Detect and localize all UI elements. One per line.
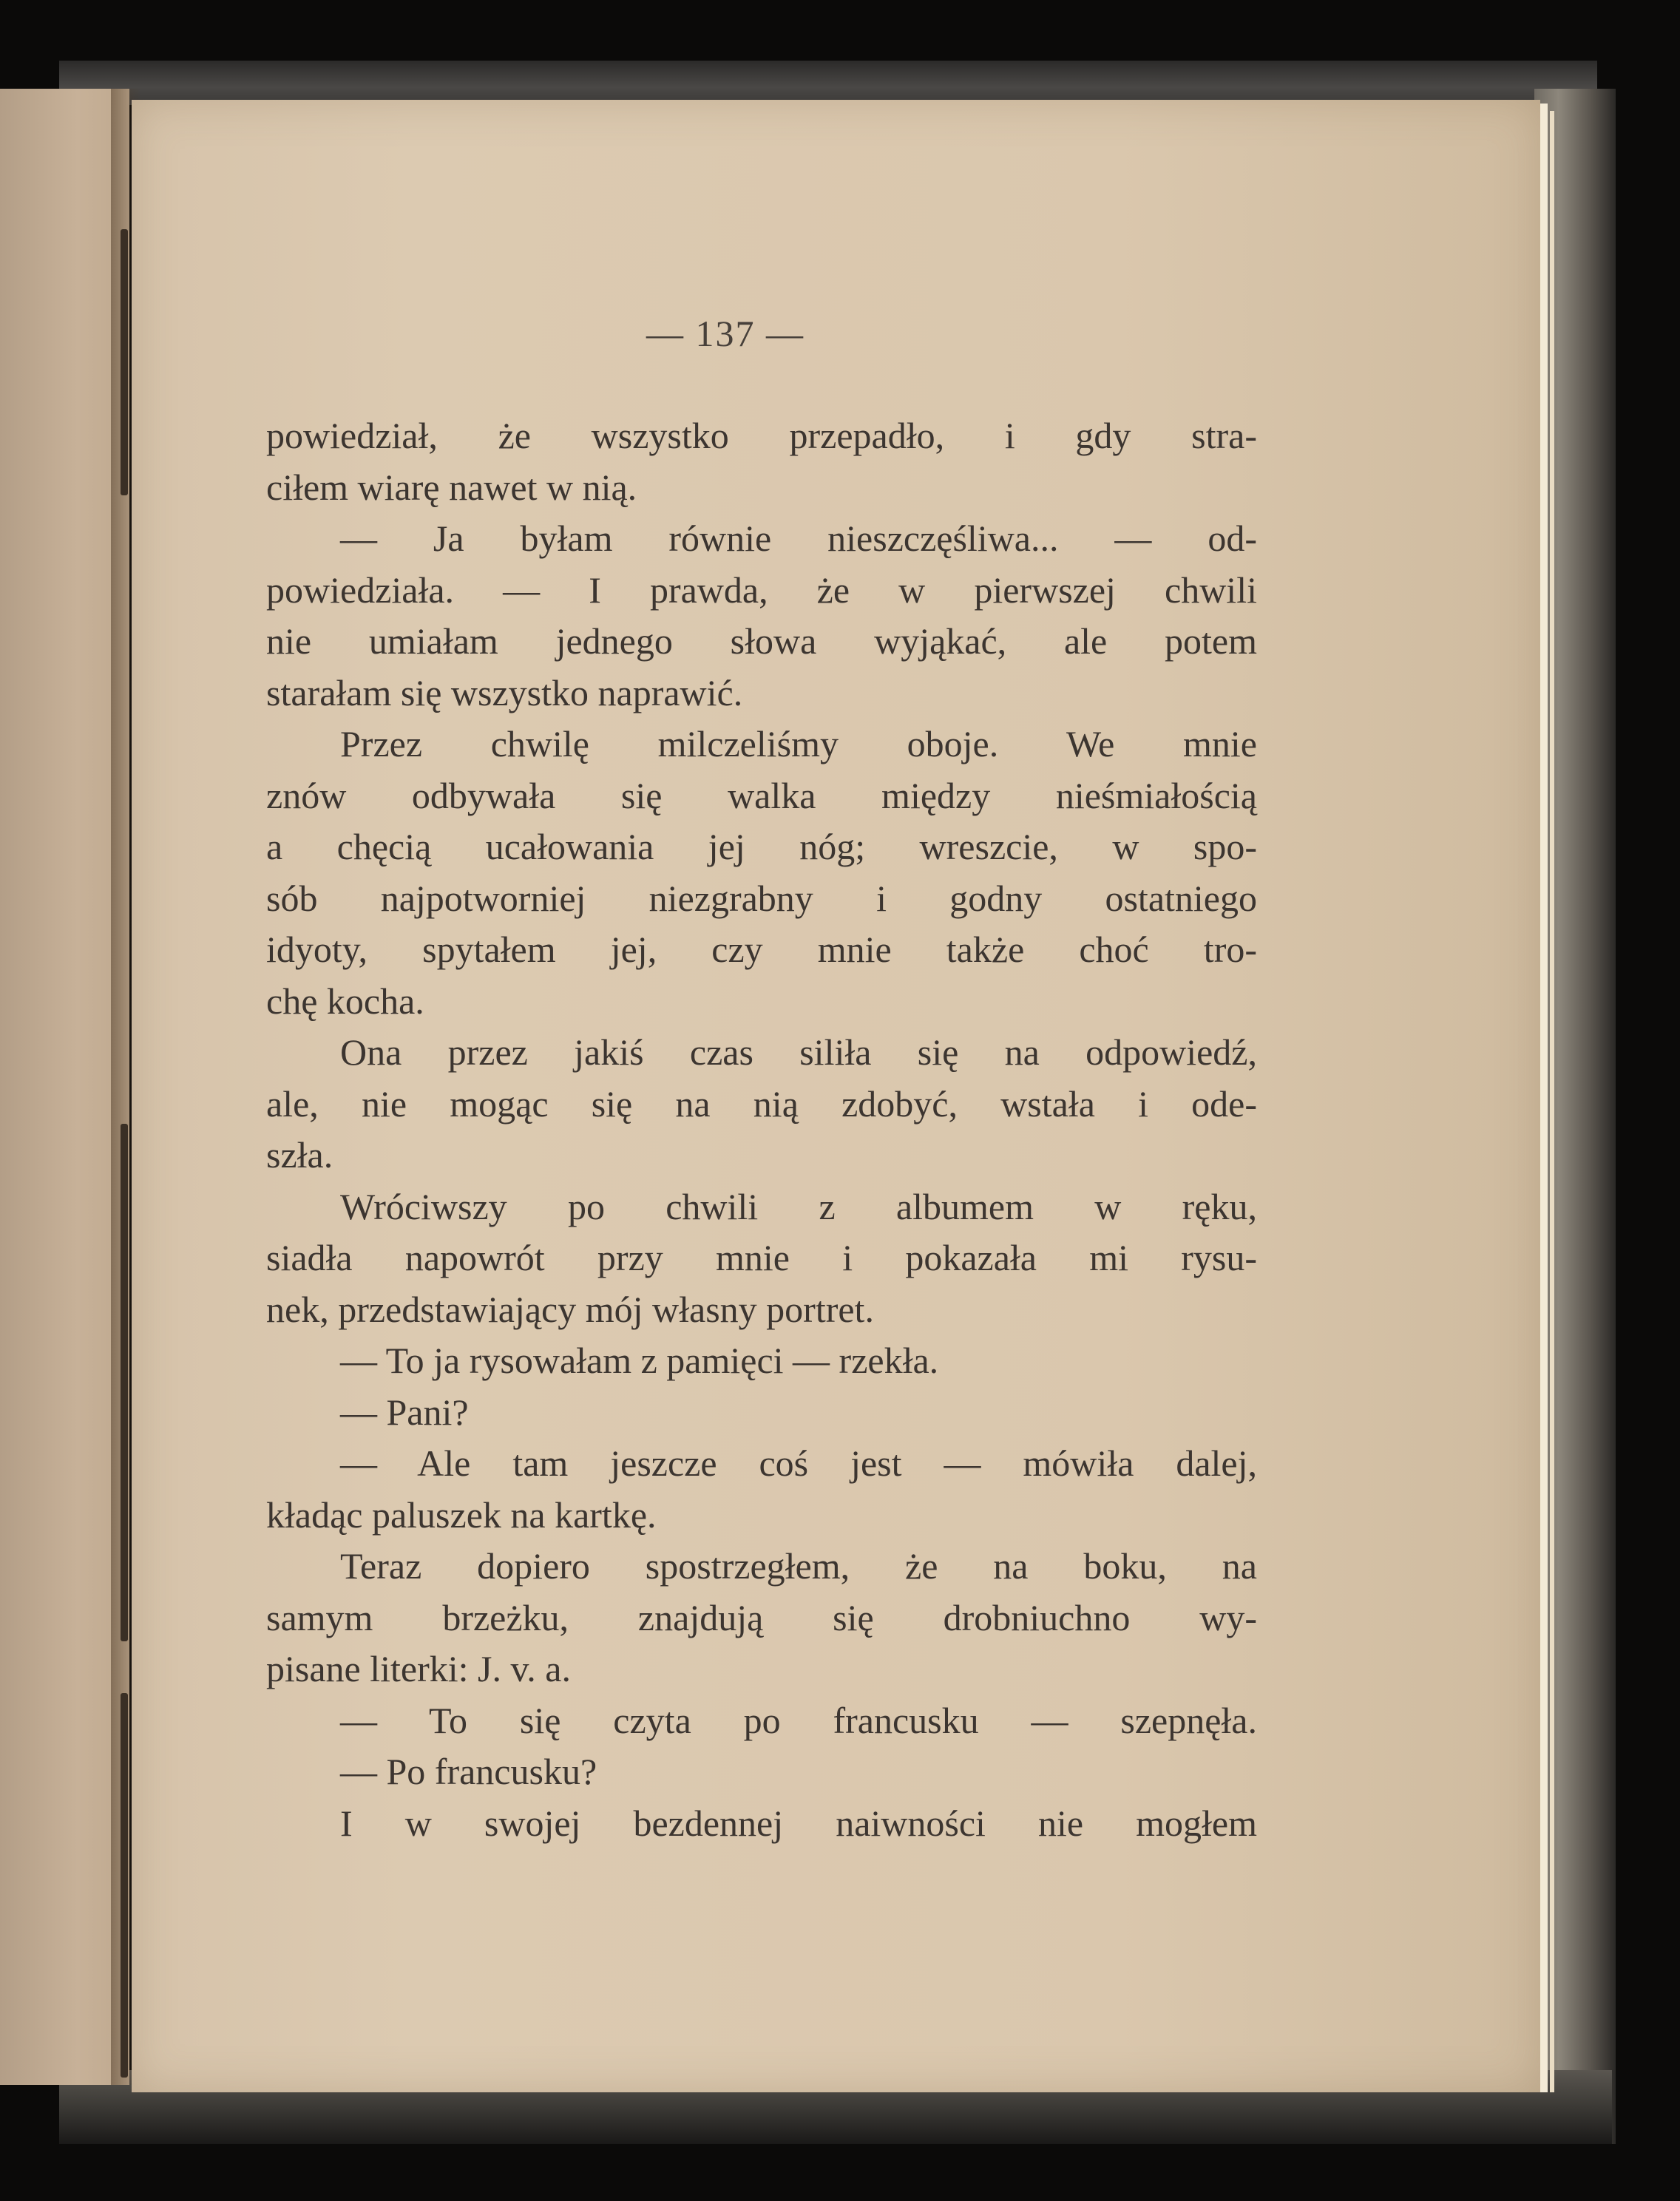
text-line: siadła napowrót przy mnie i pokazała mi rysu- — [266, 1237, 1257, 1278]
text-line: — To się czyta po francusku — szepnęła. — [340, 1699, 1257, 1741]
text-line: nek, przedstawiający mój własny portret. — [266, 1288, 874, 1330]
text-line: Wróciwszy po chwili z albumem w ręku, — [340, 1185, 1257, 1227]
text-line: — To ja rysowałam z pamięci — rzekła. — [340, 1340, 939, 1381]
text-line: kładąc paluszek na kartkę. — [266, 1493, 657, 1536]
text-line: znów odbywała się walka między nieśmiałością — [266, 774, 1257, 816]
page-body-text — [266, 410, 1257, 1849]
text-line: — Po francusku? — [340, 1751, 597, 1792]
text-line: Teraz dopiero spostrzegłem, że na boku, na — [340, 1545, 1257, 1587]
text-line: — Ale tam jeszcze coś jest — mówiła dalej, — [340, 1442, 1257, 1484]
page-number — [0, 312, 1680, 355]
binding-thread — [121, 1124, 128, 1641]
text-line: ale, nie mogąc się na nią zdobyć, wstała i ode- — [266, 1082, 1257, 1125]
text-line: sób najpotworniej niezgrabny i godny ostatniego — [266, 877, 1257, 919]
binding-thread — [121, 1693, 128, 2078]
text-line: chę kocha. — [266, 980, 424, 1022]
binding-thread — [121, 229, 128, 495]
book-cover-top-edge — [59, 61, 1597, 105]
text-line: ciłem wiarę nawet w nią. — [266, 466, 637, 508]
text-line: — Ja byłam równie nieszczęśliwa... — od- — [340, 518, 1257, 559]
text-line: pisane literki: J. v. a. — [266, 1648, 571, 1689]
text-line: powiedziała. — I prawda, że w pierwszej chwili — [266, 569, 1257, 611]
page-stack-edge — [1550, 111, 1554, 2092]
text-line: Ona przez jakiś czas siliła się na odpowiedź, — [340, 1031, 1257, 1073]
text-line: Przez chwilę milczeliśmy oboje. We mnie — [340, 723, 1257, 764]
text-line: — Pani? — [340, 1391, 469, 1433]
previous-page-edge — [0, 89, 129, 2085]
page-number-text: — 137 — — [646, 313, 805, 354]
text-line: szła. — [266, 1134, 333, 1176]
text-line: powiedział, że wszystko przepadło, i gdy stra- — [266, 415, 1257, 456]
text-line: starałam się wszystko naprawić. — [266, 671, 743, 713]
text-line: a chęcią ucałowania jej nóg; wreszcie, w spo- — [266, 826, 1257, 867]
text-line: samym brzeżku, znajdują się drobniuchno wy- — [266, 1596, 1257, 1638]
text-line: idyoty, spytałem jej, czy mnie także choć tro- — [266, 929, 1257, 970]
text-line: I w swojej bezdennej naiwności nie mogłem — [340, 1802, 1257, 1844]
page-stack-edge — [1540, 104, 1548, 2092]
text-line: nie umiałam jednego słowa wyjąkać, ale potem — [266, 620, 1257, 662]
